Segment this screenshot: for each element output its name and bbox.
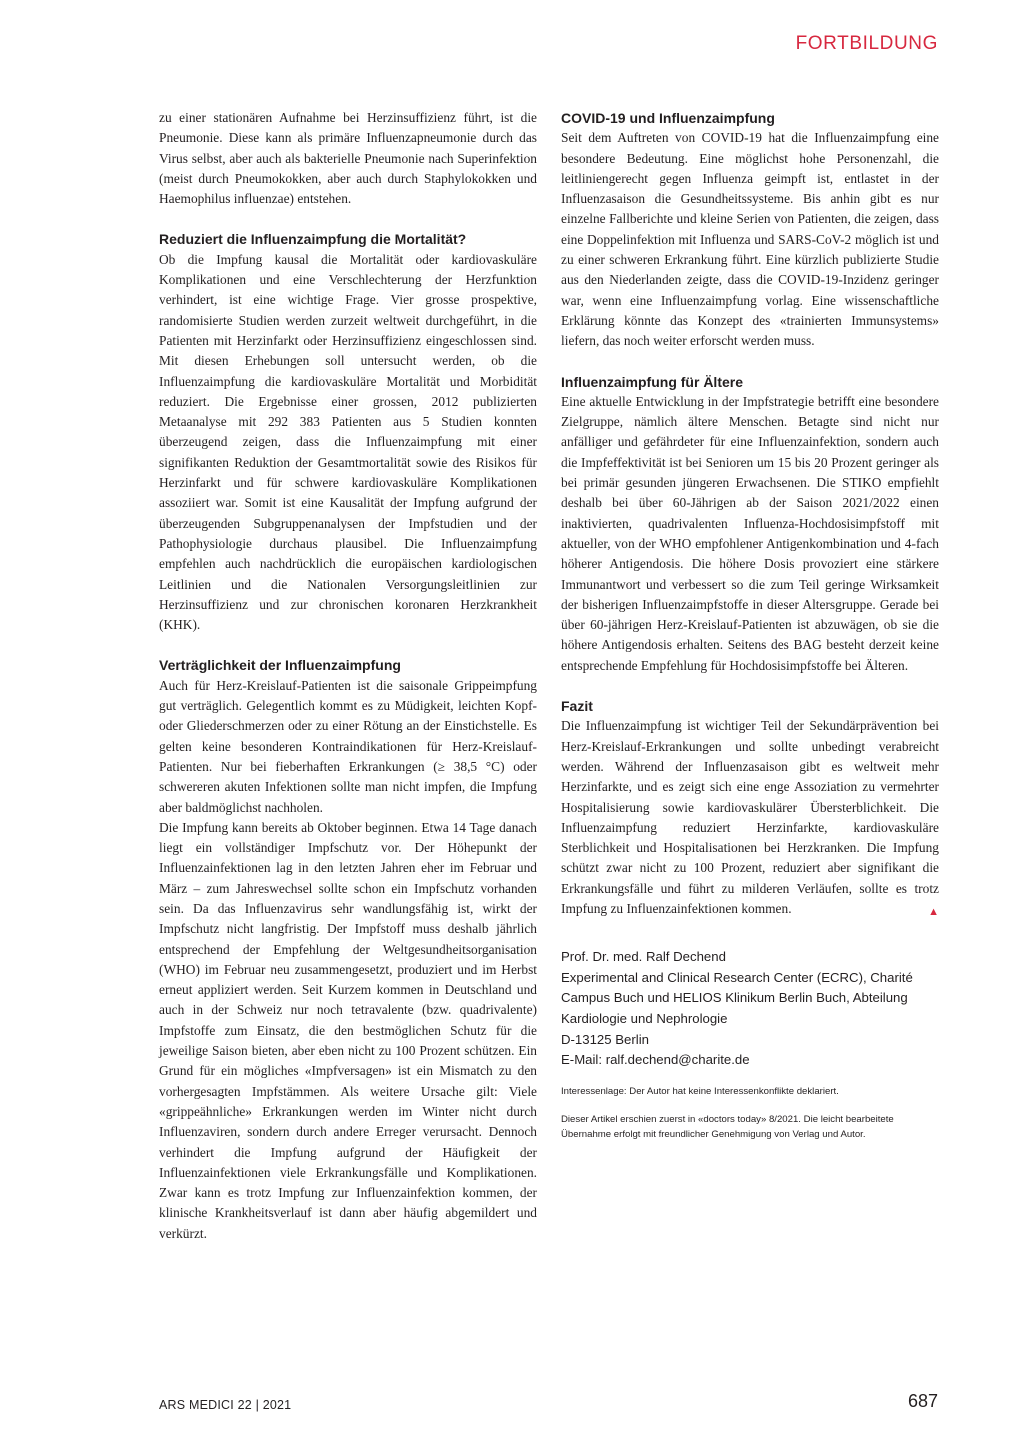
source-note: Dieser Artikel erschien zuerst in «doctors today» 8/2021. Die leicht bearbeitete Übernahme erfolgt mit freundlicher Genehmigung von Verlag und Autor. bbox=[561, 1114, 894, 1140]
paragraph-covid: Seit dem Auftreten von COVID-19 hat die Influenzaimpfung eine besondere Bedeutung. Eine möglichst hohe Personenzahl, die leitliniengerecht gegen Influenza geimpft ist, entlastet in der Influenzasaison die Gesundheitssysteme. Bis anhin gibt es nur einzelne Fallberichte und kleine Serien von Patienten, die zeigen, dass eine Doppelinfektion mit Influenza und SARS-CoV-2 möglich ist und zu einer schweren Erkrankung führt. Eine kürzlich publizierte Studie aus den Niederlanden zeigte, dass die COVID-19-Inzidenz geringer war, wenn eine Influenzaimpfung vorlag. Eine wissenschaftliche Erklärung könnte das Konzept des «trainierten Immunsystems» liefern, das noch weiter erforscht werden muss. bbox=[561, 130, 939, 349]
paragraph-tolerability: Auch für Herz-Kreislauf-Patienten ist die saisonale Grippeimpfung gut verträglich. Gelegentlich kommt es zu Müdigkeit, leichten Kopf- oder Gliederschmerzen oder zu einer Rötung an der Einstichstelle. Es gelten keine besonderen Kontraindikationen für Herz-Kreislauf-Patienten. Nur bei fieberhaften Erkrankungen (≥ 38,5 °C) oder schwereren akuten Infektionen sollte man nicht impfen, die Impfung aber baldmöglichst nachholen. bbox=[159, 677, 537, 815]
author-postal: D-13125 Berlin bbox=[561, 1031, 649, 1047]
heading-mortality: Reduziert die Influenzaimpfung die Mortalität? bbox=[159, 231, 467, 248]
heading-fazit: Fazit bbox=[561, 698, 593, 715]
end-of-article-triangle-icon: ▲ bbox=[928, 905, 939, 918]
section-label: FORTBILDUNG bbox=[795, 33, 938, 54]
paragraph-mortality: Ob die Impfung kausal die Mortalität oder kardiovaskuläre Komplikationen und eine Verschlechterung der Herzfunktion verhindert, ist eine wichtige Frage. Vier grosse prospektive, randomisierte Studien werden zurzeit weltweit durchgeführt, in die Patienten mit Herzinfarkt oder Herzinsuffizienz eingeschlossen sind. Mit diesen Erhebungen soll untersucht werden, ob die Influenzaimpfung die kardiovaskuläre Mortalität und Morbidität reduziert. Die Ergebnisse einer grossen, 2012 publizierten Metaanalyse mit 292 383 Patienten aus 5 Studien konnten überzeugend zeigen, dass die Influenzaimpfung mit einer signifikanten Reduktion der Gesamtmortalität sowie des Risikos für Herzinfarkt und für schwere kardiovaskuläre Komplikationen assoziiert war. Somit ist eine Kausalität der Impfung aufgrund der überzeugenden Subgruppenanalysen der Impfstudien und der Pathophysiologie durchaus plausibel. Die Influenzaimpfung empfehlen auch nachdrücklich die europäischen kardiologischen Leitlinien und die Nationalen Versorgungsleitlinien zur Herzinsuffizienz und zur chronischen koronaren Herzkrankheit (KHK). bbox=[159, 251, 537, 633]
author-affiliation: Experimental and Clinical Research Center (ECRC), Charité Campus Buch und HELIOS Klinikum Berlin Buch, Abteilung Kardiologie und Nephrologie bbox=[561, 969, 913, 1027]
paragraph-timing: Die Impfung kann bereits ab Oktober beginnen. Etwa 14 Tage danach liegt ein vollständiger Impfschutz vor. Der Höhepunkt der Influenzainfektionen lag in den letzten Jahren eher im Februar und März – zum Jahreswechsel sollte schon ein Impfschutz vorhanden sein. Da das Influenzavirus sehr wandlungsfähig ist, wirkt der Impfschutz nicht langfristig. Der Impfstoff muss deshalb jährlich entsprechend der Empfehlung der Weltgesundheitsorganisation (WHO) im Februar neu zusammengesetzt, produziert und im Herbst erneut appliziert werden. Seit Kurzem kommen in Deutschland und auch in der Schweiz nur noch tetravalente (bzw. quadrivalente) Impfstoffe zum Einsatz, die den bestmöglichen Schutz für die jeweilige Saison bieten, aber eben nicht zu 100 Prozent schützen. Ein Grund für ein mögliches «Impfversagen» ist ein Mismatch zu den vorhergesagten Impfstämmen. Als weitere Ursache gilt: Viele «grippeähnliche» Erkrankungen werden im Winter nicht durch Influenzaviren, sondern durch andere Erreger verursacht. Dennoch verhindert die Impfung aufgrund der Häufigkeit der Influenzainfektionen viele Erkrankungsfälle und Komplikationen. Zwar kann es trotz Impfung zur Influenzainfektion kommen, der klinische Krankheitsverlauf ist dann aber häufig abgemildert und verkürzt. bbox=[159, 819, 537, 1241]
author-block bbox=[561, 947, 939, 1071]
left-column bbox=[159, 108, 537, 1244]
heading-tolerability: Verträglichkeit der Influenzaimpfung bbox=[159, 657, 401, 674]
paragraph-intro: zu einer stationären Aufnahme bei Herzinsuffizienz führt, ist die Pneumonie. Diese kann als primäre Influenzapneumonie durch das Virus selbst, aber auch als bakterielle Pneumonie nach Superinfektion (meist durch Pneumokokken, aber auch durch Staphylokokken und Haemophilus influenzae) entstehen. bbox=[159, 110, 537, 207]
paragraph-elderly: Eine aktuelle Entwicklung in der Impfstrategie betrifft eine besondere Zielgruppe, nämlich ältere Menschen. Betagte sind nicht nur anfälliger und gefährdeter für eine Influenzainfektion, sondern auch die Impfeffektivität ist bei Senioren um 15 bis 20 Prozent geringer als bei primär gesunden jüngeren Erwachsenen. Die STIKO empfiehlt deshalb bei über 60-Jährigen ab der Saison 2021/2022 einen inaktivierten, quadrivalenten Influenza-Hochdosisimpfstoff mit aktueller, von der WHO empfohlener Antigenkombination und 4-fach höherer Antigendosis. Die höhere Dosis provoziert eine stärkere Immunantwort und verbessert so die zum Teil geringe Wirksamkeit der bisherigen Influenzaimpfstoffe in dieser Altersgruppe. Gerade bei über 60-jährigen Herz-Kreislauf-Patienten ist abzuwägen, ob sie die höhere Antigendosis erhalten. Seitens des BAG besteht derzeit keine entsprechende Empfehlung für Hochdosisimpfstoffe bei Älteren. bbox=[561, 393, 939, 673]
journal-issue: ARS MEDICI 22 | 2021 bbox=[159, 1398, 292, 1412]
right-column bbox=[561, 108, 939, 1142]
author-email: E-Mail: ralf.dechend@charite.de bbox=[561, 1052, 750, 1068]
author-name: Prof. Dr. med. Ralf Dechend bbox=[561, 949, 726, 965]
heading-covid: COVID-19 und Influenzaimpfung bbox=[561, 110, 775, 126]
page-number: 687 bbox=[907, 1391, 938, 1411]
fazit-text: Die Influenzaimpfung ist wichtiger Teil der Sekundärprävention bei Herz-Kreislauf-Erkrankungen und sollte unbedingt verabreicht werden. Während der Influenzasaison gibt es weltweit mehr Herzinfarkte, und es zeigt sich eine enge Assoziation zu vermehrter Hospitalisierung sowie kardiovaskulärer Übersterblichkeit. Die Influenzaimpfung reduziert Herzinfarkte, kardiovaskuläre Sterblichkeit und Hospitalisationen bei Herzkranken. Die Impfung schützt zwar nicht zu 100 Prozent, reduziert aber signifikant die Erkrankungsfälle und führt zu milderen Verläufen, sollte es trotz Impfung zu Influenzainfektionen kommen. bbox=[561, 718, 939, 916]
paragraph-fazit bbox=[561, 716, 939, 919]
heading-elderly: Influenzaimpfung für Ältere bbox=[561, 373, 743, 390]
conflict-note: Interessenlage: Der Autor hat keine Interessenkonflikte deklariert. bbox=[561, 1085, 839, 1097]
